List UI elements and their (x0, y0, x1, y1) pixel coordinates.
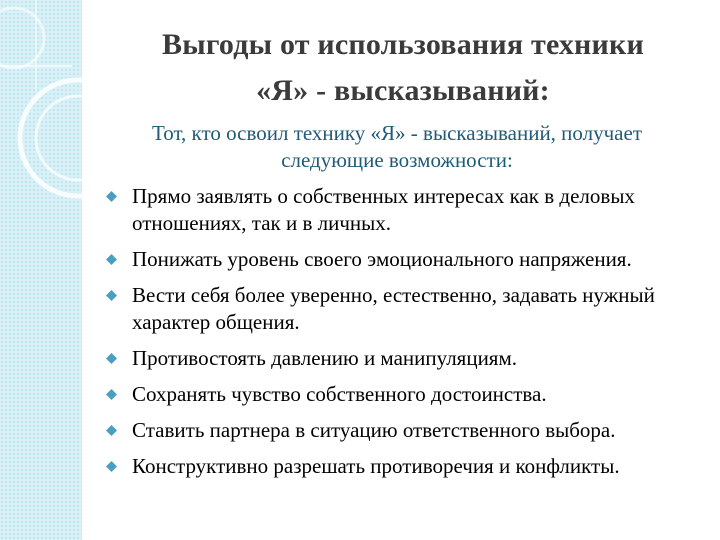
diamond-bullet-icon (106, 389, 117, 400)
list-item (100, 246, 710, 273)
slide-title (86, 22, 720, 114)
diamond-bullet-icon (106, 254, 117, 265)
list-item (100, 381, 710, 408)
list-item (100, 282, 710, 336)
diamond-bullet-icon (106, 461, 117, 472)
diamond-bullet-icon (106, 191, 117, 202)
list-item-text: Конструктивно разрешать противоречия и конфликты. (132, 454, 620, 478)
list-item-text: Противостоять давлению и манипуляциям. (132, 346, 518, 370)
diamond-bullet-icon (106, 290, 117, 301)
list-item (100, 345, 710, 372)
list-item-text: Понижать уровень своего эмоционального напряжения. (132, 247, 632, 271)
list-item-text: Вести себя более уверенно, естественно, задавать нужный характер общения. (132, 283, 655, 334)
slide-title-line-2: «Я» - высказываний: (256, 74, 550, 108)
diamond-bullet-icon (106, 425, 117, 436)
intro-text: Тот, кто освоил технику «Я» - высказываний, получает следующие возможности: (151, 121, 643, 172)
list-item (100, 453, 710, 480)
list-item-text: Прямо заявлять о собственных интересах как в деловых отношениях, так и в личных. (132, 184, 635, 235)
diamond-bullet-icon (106, 353, 117, 364)
benefits-list (100, 183, 710, 489)
list-item-text: Ставить партнера в ситуацию ответственного выбора. (132, 418, 616, 442)
slide-title-line-1: Выгоды от использования техники (162, 28, 644, 62)
list-item (100, 183, 710, 237)
list-item-text: Сохранять чувство собственного достоинства. (132, 382, 547, 406)
list-item (100, 417, 710, 444)
